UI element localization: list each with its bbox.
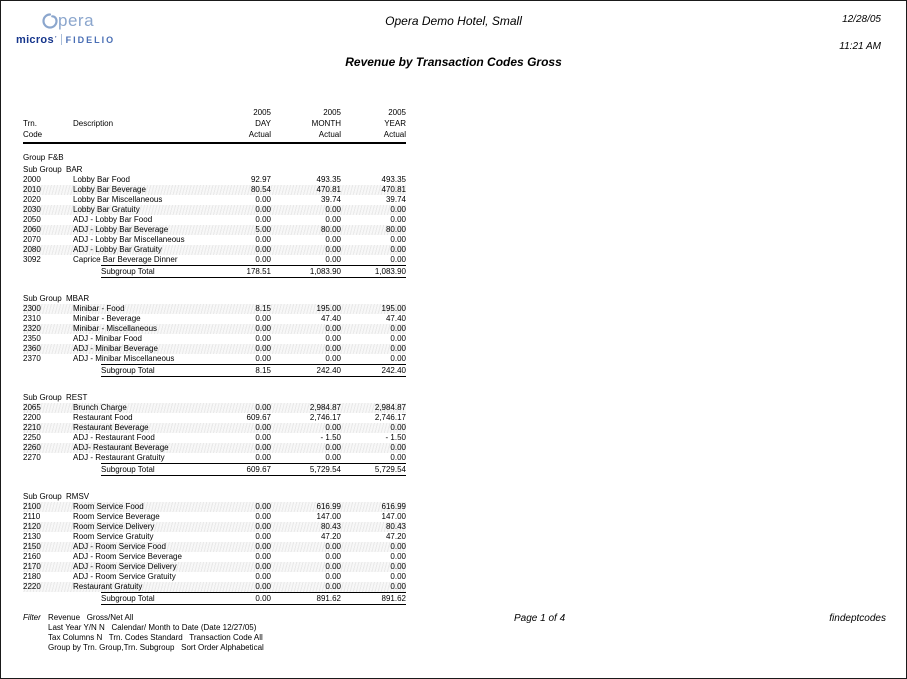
report-table bbox=[23, 107, 406, 605]
cell-trn-code: 2160 bbox=[23, 552, 41, 561]
cell-year-actual: 0.00 bbox=[390, 235, 406, 244]
subtotal-month: 1,083.90 bbox=[309, 267, 341, 276]
subtotal-year: 891.62 bbox=[381, 594, 406, 603]
micros-trademark-tick: ’ bbox=[54, 35, 57, 44]
header-trn: Trn. bbox=[23, 119, 37, 128]
table-row bbox=[23, 552, 406, 562]
subgroup-block bbox=[23, 165, 406, 278]
cell-trn-code: 2180 bbox=[23, 572, 41, 581]
cell-month-actual: 0.00 bbox=[325, 354, 341, 363]
cell-description: ADJ - Lobby Bar Beverage bbox=[73, 225, 169, 234]
header-month: MONTH bbox=[311, 119, 341, 128]
table-row bbox=[23, 334, 406, 344]
subtotal-day: 609.67 bbox=[246, 465, 271, 474]
print-date: 12/28/05 bbox=[842, 14, 881, 25]
subtotal-row bbox=[101, 265, 406, 278]
cell-trn-code: 2120 bbox=[23, 522, 41, 531]
subtotal-inner-row bbox=[101, 365, 406, 376]
subtotal-year: 1,083.90 bbox=[374, 267, 406, 276]
cell-day-actual: 0.00 bbox=[255, 195, 271, 204]
cell-month-actual: 80.00 bbox=[320, 225, 341, 234]
cell-day-actual: 0.00 bbox=[255, 423, 271, 432]
table-row bbox=[23, 304, 406, 314]
cell-day-actual: 0.00 bbox=[255, 512, 271, 521]
cell-month-actual: 2,746.17 bbox=[309, 413, 341, 422]
cell-trn-code: 2370 bbox=[23, 354, 41, 363]
cell-year-actual: 0.00 bbox=[390, 582, 406, 591]
cell-month-actual: 616.99 bbox=[316, 502, 341, 511]
header-row-year bbox=[23, 107, 406, 118]
cell-month-actual: 0.00 bbox=[325, 324, 341, 333]
cell-year-actual: 0.00 bbox=[390, 334, 406, 343]
cell-year-actual: 80.43 bbox=[385, 522, 406, 531]
subtotal-inner-row bbox=[101, 266, 406, 277]
cell-month-actual: 195.00 bbox=[316, 304, 341, 313]
cell-trn-code: 2320 bbox=[23, 324, 41, 333]
cell-year-actual: 0.00 bbox=[390, 205, 406, 214]
subgroup-row bbox=[23, 393, 406, 403]
table-row bbox=[23, 245, 406, 255]
subgroup-name: RMSV bbox=[66, 492, 90, 501]
cell-day-actual: 0.00 bbox=[255, 552, 271, 561]
table-row bbox=[23, 453, 406, 463]
cell-day-actual: 80.54 bbox=[250, 185, 271, 194]
cell-year-actual: 0.00 bbox=[390, 542, 406, 551]
cell-description: Room Service Food bbox=[73, 502, 144, 511]
cell-description: Room Service Delivery bbox=[73, 522, 155, 531]
hotel-title: Opera Demo Hotel, Small bbox=[385, 14, 522, 28]
cell-description: Minibar - Beverage bbox=[73, 314, 141, 323]
subgroup-label: Sub Group bbox=[23, 492, 62, 501]
cell-trn-code: 2150 bbox=[23, 542, 41, 551]
cell-description: Room Service Beverage bbox=[73, 512, 160, 521]
opera-logo-text: pera bbox=[58, 11, 95, 30]
table-row bbox=[23, 413, 406, 423]
cell-description: Restaurant Beverage bbox=[73, 423, 149, 432]
cell-day-actual: 0.00 bbox=[255, 334, 271, 343]
subtotal-month: 891.62 bbox=[316, 594, 341, 603]
cell-year-actual: 470.81 bbox=[381, 185, 406, 194]
page-number: Page 1 of 4 bbox=[514, 613, 566, 624]
cell-day-actual: 0.00 bbox=[255, 582, 271, 591]
cell-description: ADJ - Lobby Bar Gratuity bbox=[73, 245, 162, 254]
subgroup-block bbox=[23, 393, 406, 476]
cell-year-actual: 493.35 bbox=[381, 175, 406, 184]
cell-year-actual: 47.20 bbox=[385, 532, 406, 541]
cell-month-actual: 0.00 bbox=[325, 215, 341, 224]
cell-month-actual: 0.00 bbox=[325, 334, 341, 343]
cell-year-actual: 0.00 bbox=[390, 354, 406, 363]
cell-description: Caprice Bar Beverage Dinner bbox=[73, 255, 178, 264]
table-row bbox=[23, 562, 406, 572]
cell-description: Brunch Charge bbox=[73, 403, 127, 412]
filter-lines bbox=[48, 613, 264, 653]
subtotal-row bbox=[101, 463, 406, 476]
table-row bbox=[23, 235, 406, 245]
cell-day-actual: 0.00 bbox=[255, 324, 271, 333]
report-code: findeptcodes bbox=[829, 613, 886, 624]
cell-year-actual: 47.40 bbox=[385, 314, 406, 323]
logo-separator bbox=[61, 34, 62, 45]
cell-day-actual: 0.00 bbox=[255, 314, 271, 323]
header-day: DAY bbox=[255, 119, 271, 128]
cell-day-actual: 0.00 bbox=[255, 403, 271, 412]
header-code: Code bbox=[23, 130, 43, 139]
filter-line: Group by Trn. Group,Trn. Subgroup Sort Order Alphabetical bbox=[48, 643, 264, 652]
table-row bbox=[23, 433, 406, 443]
cell-trn-code: 2270 bbox=[23, 453, 41, 462]
cell-day-actual: 0.00 bbox=[255, 562, 271, 571]
cell-year-actual: 616.99 bbox=[381, 502, 406, 511]
cell-month-actual: - 1.50 bbox=[320, 433, 341, 442]
table-row bbox=[23, 443, 406, 453]
cell-month-actual: 2,984.87 bbox=[309, 403, 341, 412]
table-row bbox=[23, 532, 406, 542]
table-row bbox=[23, 572, 406, 582]
micros-logo-text: micros bbox=[16, 33, 54, 46]
cell-month-actual: 493.35 bbox=[316, 175, 341, 184]
cell-month-actual: 80.43 bbox=[320, 522, 341, 531]
cell-day-actual: 0.00 bbox=[255, 532, 271, 541]
cell-year-actual: 0.00 bbox=[390, 423, 406, 432]
table-row bbox=[23, 255, 406, 265]
subtotal-day: 8.15 bbox=[255, 366, 271, 375]
subgroup-block bbox=[23, 294, 406, 377]
cell-month-actual: 0.00 bbox=[325, 552, 341, 561]
cell-day-actual: 0.00 bbox=[255, 344, 271, 353]
cell-trn-code: 2360 bbox=[23, 344, 41, 353]
subgroup-label: Sub Group bbox=[23, 294, 62, 303]
subtotal-month: 242.40 bbox=[316, 366, 341, 375]
cell-description: Lobby Bar Beverage bbox=[73, 185, 146, 194]
cell-day-actual: 0.00 bbox=[255, 443, 271, 452]
table-row bbox=[23, 522, 406, 532]
subgroup-label: Sub Group bbox=[23, 165, 62, 174]
cell-trn-code: 2020 bbox=[23, 195, 41, 204]
cell-trn-code: 2260 bbox=[23, 443, 41, 452]
subtotal-label: Subgroup Total bbox=[101, 366, 155, 375]
micros-fidelio-logo bbox=[16, 33, 115, 46]
page-title: Revenue by Transaction Codes Gross bbox=[345, 55, 562, 69]
filter-label: Filter bbox=[23, 613, 41, 622]
cell-trn-code: 2000 bbox=[23, 175, 41, 184]
cell-description: ADJ - Lobby Bar Food bbox=[73, 215, 153, 224]
cell-description: ADJ - Room Service Beverage bbox=[73, 552, 182, 561]
cell-trn-code: 2130 bbox=[23, 532, 41, 541]
cell-month-actual: 147.00 bbox=[316, 512, 341, 521]
subgroup-name: REST bbox=[66, 393, 88, 402]
header-year-day: 2005 bbox=[253, 108, 271, 117]
cell-day-actual: 5.00 bbox=[255, 225, 271, 234]
table-row bbox=[23, 403, 406, 413]
cell-year-actual: 0.00 bbox=[390, 572, 406, 581]
cell-description: Restaurant Gratuity bbox=[73, 582, 143, 591]
header-row-labels bbox=[23, 118, 406, 129]
group-label: Group bbox=[23, 153, 46, 162]
cell-year-actual: 0.00 bbox=[390, 552, 406, 561]
cell-month-actual: 0.00 bbox=[325, 344, 341, 353]
cell-description: ADJ - Room Service Delivery bbox=[73, 562, 177, 571]
filter-line: Revenue Gross/Net All bbox=[48, 613, 134, 622]
cell-trn-code: 2065 bbox=[23, 403, 41, 412]
subtotal-day: 178.51 bbox=[246, 267, 271, 276]
cell-trn-code: 2220 bbox=[23, 582, 41, 591]
cell-description: ADJ - Room Service Gratuity bbox=[73, 572, 176, 581]
header-year-month: 2005 bbox=[323, 108, 341, 117]
subtotal-year: 242.40 bbox=[381, 366, 406, 375]
print-time: 11:21 AM bbox=[839, 41, 881, 52]
cell-description: Lobby Bar Gratuity bbox=[73, 205, 140, 214]
subtotal-label: Subgroup Total bbox=[101, 465, 155, 474]
fidelio-logo-text: FIDELIO bbox=[65, 34, 116, 45]
subtotal-row bbox=[101, 592, 406, 605]
subtotal-inner-row bbox=[101, 464, 406, 475]
cell-day-actual: 0.00 bbox=[255, 354, 271, 363]
cell-day-actual: 0.00 bbox=[255, 235, 271, 244]
table-row bbox=[23, 512, 406, 522]
cell-day-actual: 92.97 bbox=[250, 175, 271, 184]
cell-month-actual: 0.00 bbox=[325, 443, 341, 452]
cell-day-actual: 0.00 bbox=[255, 453, 271, 462]
cell-trn-code: 3092 bbox=[23, 255, 41, 264]
cell-day-actual: 0.00 bbox=[255, 522, 271, 531]
subgroup-row bbox=[23, 492, 406, 502]
cell-day-actual: 8.15 bbox=[255, 304, 271, 313]
cell-trn-code: 2250 bbox=[23, 433, 41, 442]
cell-year-actual: 0.00 bbox=[390, 443, 406, 452]
table-row bbox=[23, 344, 406, 354]
cell-description: ADJ - Restaurant Food bbox=[73, 433, 155, 442]
cell-trn-code: 2170 bbox=[23, 562, 41, 571]
cell-month-actual: 39.74 bbox=[320, 195, 341, 204]
cell-description: ADJ- Restaurant Beverage bbox=[73, 443, 169, 452]
table-row bbox=[23, 175, 406, 185]
cell-month-actual: 0.00 bbox=[325, 582, 341, 591]
filter-line: Last Year Y/N N Calendar/ Month to Date (Date 12/27/05) bbox=[48, 623, 257, 632]
subgroup-row bbox=[23, 165, 406, 175]
subtotal-year: 5,729.54 bbox=[374, 465, 406, 474]
table-row bbox=[23, 423, 406, 433]
table-row bbox=[23, 324, 406, 334]
subtotal-label: Subgroup Total bbox=[101, 267, 155, 276]
cell-year-actual: 0.00 bbox=[390, 324, 406, 333]
cell-description: ADJ - Minibar Food bbox=[73, 334, 142, 343]
cell-day-actual: 0.00 bbox=[255, 502, 271, 511]
filter-block bbox=[23, 613, 264, 653]
cell-trn-code: 2350 bbox=[23, 334, 41, 343]
header-description: Description bbox=[73, 119, 114, 128]
table-row bbox=[23, 225, 406, 235]
subtotal-label: Subgroup Total bbox=[101, 594, 155, 603]
cell-description: Room Service Gratuity bbox=[73, 532, 154, 541]
table-row bbox=[23, 542, 406, 552]
cell-year-actual: 2,746.17 bbox=[374, 413, 406, 422]
cell-day-actual: 0.00 bbox=[255, 205, 271, 214]
cell-trn-code: 2070 bbox=[23, 235, 41, 244]
cell-year-actual: 0.00 bbox=[390, 255, 406, 264]
table-row bbox=[23, 582, 406, 592]
cell-year-actual: 80.00 bbox=[385, 225, 406, 234]
cell-description: Minibar - Miscellaneous bbox=[73, 324, 158, 333]
cell-description: ADJ - Minibar Beverage bbox=[73, 344, 158, 353]
cell-day-actual: 0.00 bbox=[255, 542, 271, 551]
header-year: YEAR bbox=[384, 119, 406, 128]
cell-year-actual: 2,984.87 bbox=[374, 403, 406, 412]
cell-month-actual: 0.00 bbox=[325, 205, 341, 214]
cell-year-actual: 0.00 bbox=[390, 453, 406, 462]
cell-trn-code: 2100 bbox=[23, 502, 41, 511]
cell-month-actual: 0.00 bbox=[325, 562, 341, 571]
header-actual-year: Actual bbox=[383, 130, 406, 139]
table-body bbox=[23, 153, 406, 605]
header-row-actual bbox=[23, 129, 406, 140]
cell-year-actual: 147.00 bbox=[381, 512, 406, 521]
cell-description: ADJ - Restaurant Gratuity bbox=[73, 453, 165, 462]
cell-description: Restaurant Food bbox=[73, 413, 133, 422]
subtotal-row bbox=[101, 364, 406, 377]
cell-trn-code: 2310 bbox=[23, 314, 41, 323]
cell-month-actual: 47.20 bbox=[320, 532, 341, 541]
cell-year-actual: 0.00 bbox=[390, 562, 406, 571]
subtotal-inner-row bbox=[101, 593, 406, 604]
header-actual-month: Actual bbox=[318, 130, 341, 139]
cell-description: Lobby Bar Miscellaneous bbox=[73, 195, 163, 204]
table-row bbox=[23, 185, 406, 195]
subtotal-month: 5,729.54 bbox=[309, 465, 341, 474]
cell-day-actual: 609.67 bbox=[246, 413, 271, 422]
subgroup-name: BAR bbox=[66, 165, 83, 174]
table-row bbox=[23, 205, 406, 215]
cell-trn-code: 2050 bbox=[23, 215, 41, 224]
cell-trn-code: 2010 bbox=[23, 185, 41, 194]
cell-month-actual: 47.40 bbox=[320, 314, 341, 323]
cell-trn-code: 2210 bbox=[23, 423, 41, 432]
cell-month-actual: 0.00 bbox=[325, 453, 341, 462]
cell-description: Lobby Bar Food bbox=[73, 175, 130, 184]
table-row bbox=[23, 195, 406, 205]
subgroup-name: MBAR bbox=[66, 294, 90, 303]
subtotal-day: 0.00 bbox=[255, 594, 271, 603]
cell-year-actual: 39.74 bbox=[385, 195, 406, 204]
cell-trn-code: 2060 bbox=[23, 225, 41, 234]
table-row bbox=[23, 314, 406, 324]
cell-month-actual: 0.00 bbox=[325, 542, 341, 551]
header-actual-day: Actual bbox=[248, 130, 271, 139]
cell-day-actual: 0.00 bbox=[255, 572, 271, 581]
table-row bbox=[23, 354, 406, 364]
group-name: F&B bbox=[48, 153, 64, 162]
cell-year-actual: 0.00 bbox=[390, 245, 406, 254]
table-row bbox=[23, 502, 406, 512]
cell-description: ADJ - Lobby Bar Miscellaneous bbox=[73, 235, 185, 244]
cell-trn-code: 2200 bbox=[23, 413, 41, 422]
group-row bbox=[23, 153, 406, 163]
cell-trn-code: 2110 bbox=[23, 512, 41, 521]
cell-trn-code: 2030 bbox=[23, 205, 41, 214]
cell-year-actual: 195.00 bbox=[381, 304, 406, 313]
cell-month-actual: 0.00 bbox=[325, 423, 341, 432]
subgroup-label: Sub Group bbox=[23, 393, 62, 402]
cell-day-actual: 0.00 bbox=[255, 215, 271, 224]
table-header bbox=[23, 107, 406, 144]
cell-day-actual: 0.00 bbox=[255, 245, 271, 254]
cell-year-actual: 0.00 bbox=[390, 344, 406, 353]
cell-month-actual: 0.00 bbox=[325, 572, 341, 581]
cell-day-actual: 0.00 bbox=[255, 433, 271, 442]
filter-line: Tax Columns N Trn. Codes Standard Transaction Code All bbox=[48, 633, 263, 642]
cell-description: Minibar - Food bbox=[73, 304, 125, 313]
cell-month-actual: 0.00 bbox=[325, 245, 341, 254]
cell-month-actual: 0.00 bbox=[325, 235, 341, 244]
cell-year-actual: - 1.50 bbox=[385, 433, 406, 442]
cell-year-actual: 0.00 bbox=[390, 215, 406, 224]
subgroup-row bbox=[23, 294, 406, 304]
cell-month-actual: 470.81 bbox=[316, 185, 341, 194]
cell-description: ADJ - Minibar Miscellaneous bbox=[73, 354, 175, 363]
cell-trn-code: 2300 bbox=[23, 304, 41, 313]
table-row bbox=[23, 215, 406, 225]
subgroup-block bbox=[23, 492, 406, 605]
header-year-year: 2005 bbox=[388, 108, 406, 117]
cell-description: ADJ - Room Service Food bbox=[73, 542, 166, 551]
cell-month-actual: 0.00 bbox=[325, 255, 341, 264]
cell-day-actual: 0.00 bbox=[255, 255, 271, 264]
cell-trn-code: 2080 bbox=[23, 245, 41, 254]
